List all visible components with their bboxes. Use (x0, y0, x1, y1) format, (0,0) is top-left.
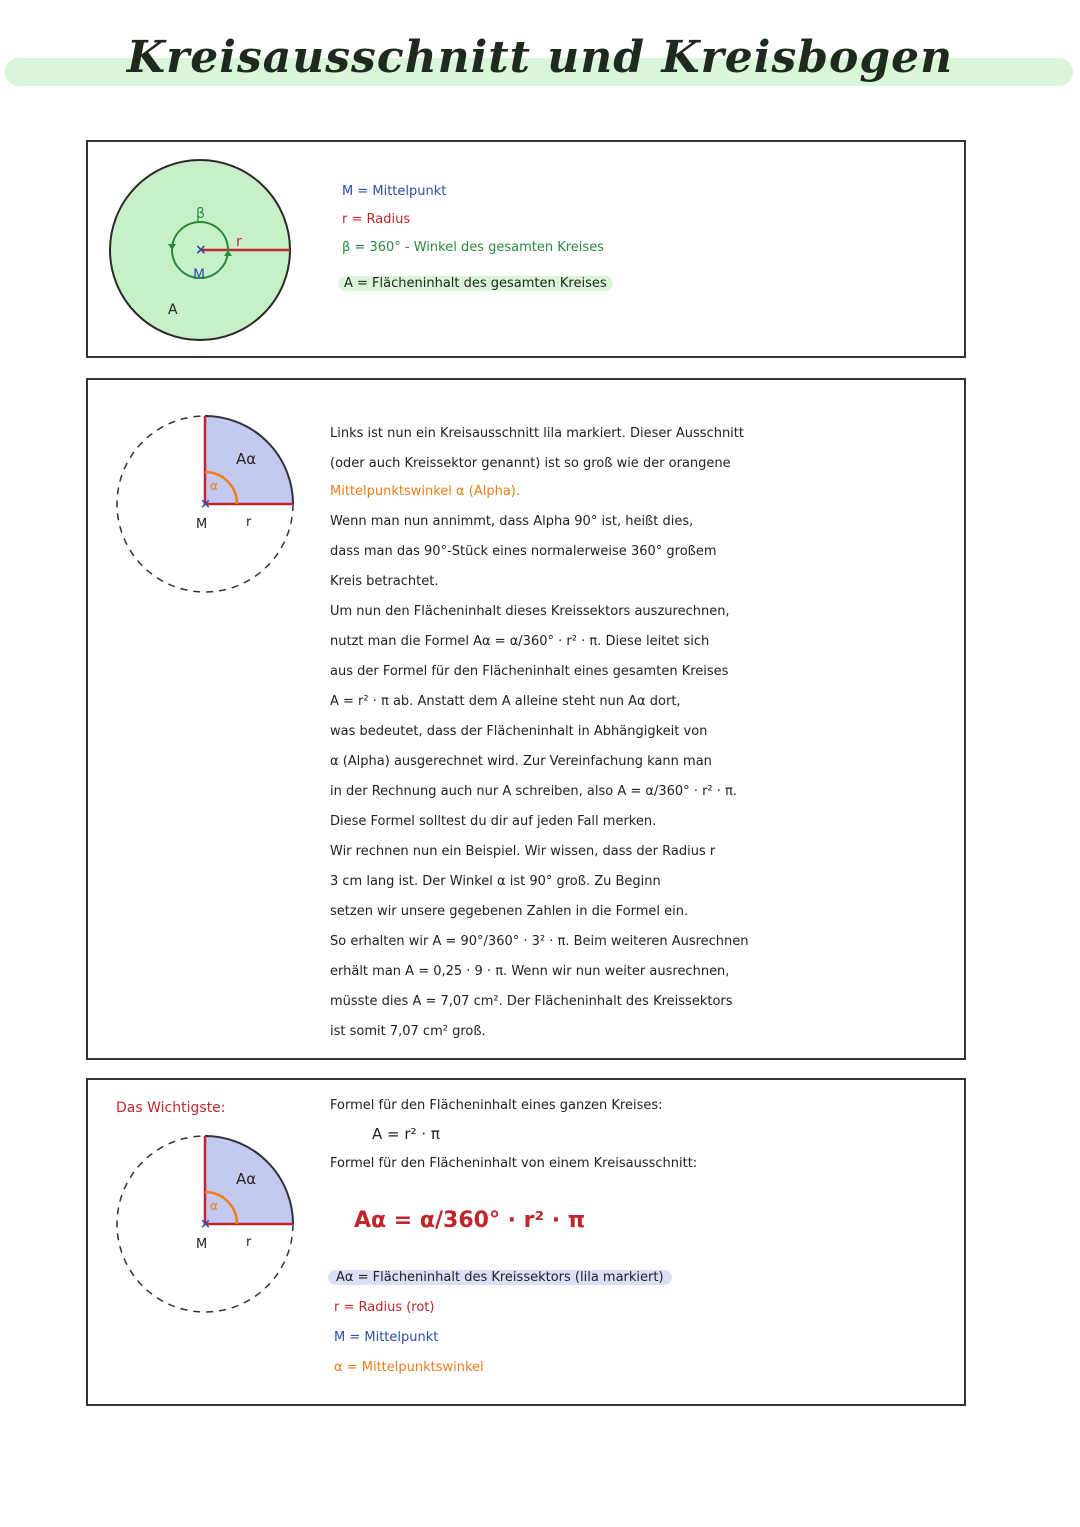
text-line: Wenn man nun annimmt, dass Alpha 90° ist, heißt dies, (330, 514, 694, 529)
formula-circle: A = r² · π (372, 1125, 440, 1143)
text-line: Diese Formel solltest du dir auf jeden Fall merken. (330, 814, 657, 829)
center-mark: × (200, 1217, 211, 1232)
summary-heading: Das Wichtigste: (116, 1100, 226, 1116)
radius-label: r (246, 1235, 252, 1250)
text-line: dass man das 90°-Stück eines normalerweise 360° großem (330, 544, 717, 559)
formula-circle-label: Formel für den Flächeninhalt eines ganzen Kreises: (330, 1098, 663, 1113)
legend-M: M = Mittelpunkt (334, 1330, 439, 1345)
text-line: setzen wir unsere gegebenen Zahlen in die Formel ein. (330, 904, 689, 919)
text-line: in der Rechnung auch nur A schreiben, also A = α/360° · r² · π. (330, 784, 737, 799)
sector-area-label: Aα (236, 1170, 257, 1188)
radius-label: r (246, 515, 252, 530)
legend-r: r = Radius (rot) (334, 1300, 435, 1315)
legend-A: A = Flächeninhalt des gesamten Kreises (338, 276, 613, 292)
text-line: müsste dies A = 7,07 cm². Der Flächeninhalt des Kreissektors (330, 994, 733, 1009)
text-line: A = r² · π ab. Anstatt dem A alleine steht nun Aα dort, (330, 694, 681, 709)
legend-beta: β = 360° - Winkel des gesamten Kreises (342, 240, 604, 255)
text-line: ist somit 7,07 cm² groß. (330, 1024, 486, 1039)
full-circle-diagram (106, 152, 306, 352)
text-line: erhält man A = 0,25 · 9 · π. Wenn wir nun weiter ausrechnen, (330, 964, 730, 979)
page-title: Kreisausschnitt und Kreisbogen (126, 32, 954, 83)
legend-M: M = Mittelpunkt (342, 184, 447, 199)
formula-sector-label: Formel für den Flächeninhalt von einem Kreisausschnitt: (330, 1156, 698, 1171)
center-label: M (193, 267, 206, 283)
radius-label: r (236, 234, 242, 250)
section-sector-explanation (86, 378, 966, 1060)
formula-sector: Aα = α/360° · r² · π (354, 1208, 586, 1233)
legend-alpha: α = Mittelpunktswinkel (334, 1360, 484, 1375)
section-summary (86, 1078, 966, 1406)
center-label: M (196, 517, 208, 532)
text-line: nutzt man die Formel Aα = α/360° · r² · π. Diese leitet sich (330, 634, 710, 649)
text-line: aus der Formel für den Flächeninhalt eines gesamten Kreises (330, 664, 729, 679)
sector-area-label: Aα (236, 450, 257, 468)
center-mark: × (200, 497, 211, 512)
center-mark: × (195, 242, 207, 258)
legend-A-alpha: Aα = Flächeninhalt des Kreissektors (lila markiert) (328, 1270, 672, 1286)
text-line: 3 cm lang ist. Der Winkel α ist 90° groß. Zu Beginn (330, 874, 661, 889)
text-line: Um nun den Flächeninhalt dieses Kreissektors auszurechnen, (330, 604, 730, 619)
sector-diagram-2 (110, 1126, 310, 1316)
center-label: M (196, 1237, 208, 1252)
alpha-label: α (210, 479, 218, 493)
text-line: Links ist nun ein Kreisausschnitt lila markiert. Dieser Ausschnitt (330, 426, 744, 441)
text-line: Kreis betrachtet. (330, 574, 439, 589)
legend-r: r = Radius (342, 212, 411, 227)
text-line: Wir rechnen nun ein Beispiel. Wir wissen, dass der Radius r (330, 844, 716, 859)
alpha-label: α (210, 1199, 218, 1213)
text-line: So erhalten wir A = 90°/360° · 3² · π. Beim weiteren Ausrechnen (330, 934, 749, 949)
text-line: was bedeutet, dass der Flächeninhalt in Abhängigkeit von (330, 724, 708, 739)
text-line: α (Alpha) ausgerechnet wird. Zur Vereinfachung kann man (330, 754, 712, 769)
area-label: A (168, 302, 178, 318)
beta-label: β (196, 206, 205, 222)
text-line: Mittelpunktswinkel α (Alpha). (330, 484, 520, 499)
section-full-circle (86, 140, 966, 358)
text-line: (oder auch Kreissektor genannt) ist so groß wie der orangene (330, 456, 731, 471)
sector-diagram-1 (110, 406, 310, 596)
